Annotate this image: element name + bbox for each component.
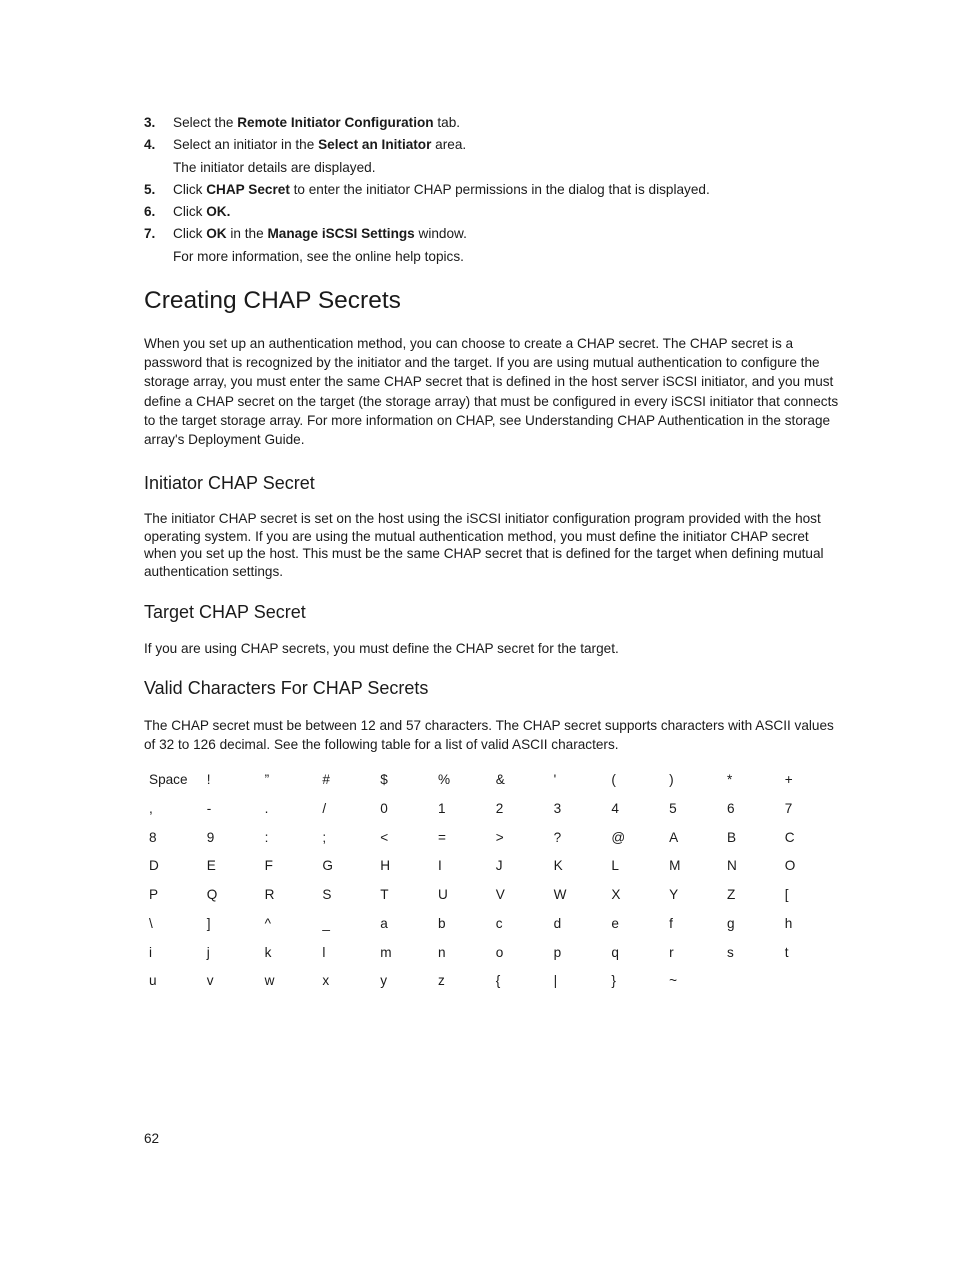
step-7 — [144, 223, 844, 245]
step-text: window. — [414, 226, 467, 242]
char-cell: 0 — [380, 800, 388, 816]
step-text: Click — [173, 181, 207, 197]
page-content — [144, 112, 844, 996]
char-cell: e — [611, 915, 619, 931]
char-cell: l — [322, 944, 326, 960]
char-cell: > — [495, 829, 504, 845]
step-4 — [144, 134, 844, 156]
char-cell: 6 — [726, 800, 735, 816]
char-cell: . — [264, 800, 269, 816]
char-cell: k — [264, 944, 272, 960]
char-cell: { — [495, 973, 501, 989]
char-cell: V — [495, 887, 505, 903]
char-cell: ( — [611, 771, 616, 787]
char-cell: W — [553, 887, 567, 903]
char-cell: ] — [206, 915, 211, 931]
char-cell: + — [784, 771, 793, 787]
step-7-note: For more information, see the online help topics. — [173, 248, 464, 264]
step-bold: OK. — [206, 204, 231, 220]
char-cell: 8 — [149, 829, 157, 845]
char-cell: a — [380, 915, 388, 931]
char-cell: # — [322, 771, 330, 787]
char-cell: A — [669, 829, 679, 845]
char-cell: F — [264, 858, 273, 874]
char-cell: c — [495, 915, 503, 931]
step-text: Select an initiator in the — [173, 137, 319, 153]
section-title: Creating CHAP Secrets — [144, 287, 401, 315]
char-cell: O — [784, 858, 796, 874]
step-number: 6. — [144, 204, 156, 220]
char-cell: 2 — [495, 800, 504, 816]
target-paragraph: If you are using CHAP secrets, you must define the CHAP secret for the target. — [144, 641, 619, 657]
page-number: 62 — [144, 1131, 160, 1146]
valid-characters-table — [149, 766, 844, 996]
char-cell: d — [553, 915, 562, 931]
valid-chars-heading: Valid Characters For CHAP Secrets — [144, 677, 429, 698]
char-cell: ” — [264, 771, 270, 787]
step-number: 5. — [144, 181, 156, 197]
intro-paragraph: When you set up an authentication method, you can choose to create a CHAP secret. The CHAP secret is a password that is recognized by the initiator and the target. If you are using mutual authentication to configure the storage array, you must enter the same CHAP secret that is defined in the host server iSCSI initiator, and you must define a CHAP secret on the target (the storage array) that must be configured in every iSCSI initiator that connects to the target storage array. For more information on CHAP, see Understanding CHAP Authentication in the storage array's Deployment Guide. — [144, 336, 839, 448]
char-cell: E — [206, 858, 216, 874]
char-cell: * — [726, 771, 733, 787]
char-cell: B — [726, 829, 737, 845]
char-cell: J — [495, 858, 503, 874]
step-text: in the — [226, 226, 268, 242]
step-5 — [144, 179, 844, 201]
step-number: 3. — [144, 115, 156, 130]
target-heading: Target CHAP Secret — [144, 602, 306, 623]
char-cell: ! — [206, 771, 211, 787]
char-cell: 9 — [206, 829, 215, 845]
step-text: to enter the initiator CHAP permissions in the dialog that is displayed. — [289, 181, 710, 197]
char-cell: 3 — [553, 800, 562, 816]
char-cell: I — [437, 858, 442, 874]
step-text: Select the — [173, 115, 238, 130]
char-cell: b — [437, 915, 446, 931]
char-cell: q — [611, 944, 619, 960]
char-cell: ' — [553, 771, 557, 787]
char-cell: & — [495, 771, 505, 787]
char-cell: - — [206, 800, 212, 816]
step-text: area. — [431, 137, 467, 153]
char-cell: ; — [322, 829, 327, 845]
char-cell: 7 — [784, 800, 793, 816]
char-cell: h — [784, 915, 793, 931]
step-6 — [144, 201, 844, 223]
initiator-heading: Initiator CHAP Secret — [144, 473, 315, 494]
char-cell: 4 — [611, 800, 619, 816]
char-cell: ? — [553, 829, 562, 845]
initiator-paragraph: The initiator CHAP secret is set on the host using the iSCSI initiator configuration program provided with the host operating system. If you are using the mutual authentication method, you must define the initiator CHAP secret when you set up the host. This must be the same CHAP secret that is defined for the target when defining mutual authentication settings. — [144, 511, 824, 579]
char-cell: n — [437, 944, 446, 960]
char-cell: $ — [380, 771, 388, 787]
step-number: 4. — [144, 137, 156, 153]
char-cell: ) — [669, 771, 674, 787]
step-bold: CHAP Secret — [206, 181, 290, 197]
char-cell: j — [206, 944, 210, 960]
char-cell: P — [149, 887, 159, 903]
procedure-steps — [144, 112, 844, 268]
char-cell: u — [149, 973, 157, 989]
char-cell: @ — [611, 829, 626, 845]
char-cell: H — [380, 858, 391, 874]
char-cell: Z — [726, 887, 736, 903]
char-cell: T — [380, 887, 389, 903]
char-cell: o — [495, 944, 504, 960]
char-cell: i — [149, 944, 153, 960]
char-cell: : — [264, 829, 269, 845]
step-number: 7. — [144, 226, 156, 242]
step-4-note: The initiator details are displayed. — [173, 159, 376, 175]
char-cell: _ — [322, 915, 330, 931]
char-cell: f — [669, 915, 673, 931]
char-cell: w — [264, 973, 275, 989]
char-cell: z — [437, 973, 445, 989]
step-text: Click — [173, 204, 207, 220]
step-text: tab. — [433, 115, 461, 130]
char-cell: G — [322, 858, 333, 874]
char-cell: % — [437, 771, 451, 787]
char-cell: Space — [149, 771, 188, 787]
char-cell: p — [553, 944, 562, 960]
char-cell: L — [611, 858, 619, 874]
char-cell: g — [726, 915, 735, 931]
step-bold: OK — [206, 226, 227, 242]
step-bold: Manage iSCSI Settings — [267, 226, 415, 242]
char-cell: S — [322, 887, 332, 903]
char-cell: v — [206, 973, 214, 989]
char-cell: Q — [206, 887, 218, 903]
char-cell: y — [380, 973, 387, 989]
char-cell: / — [322, 800, 327, 816]
char-cell: U — [437, 887, 448, 903]
char-cell: m — [380, 944, 392, 960]
char-cell: ~ — [669, 973, 678, 989]
char-cell: M — [669, 858, 681, 874]
step-bold: Select an Initiator — [318, 137, 432, 153]
char-cell: = — [437, 829, 446, 845]
char-cell: 1 — [437, 800, 446, 816]
char-cell: N — [726, 858, 737, 874]
char-cell: D — [149, 858, 159, 874]
char-cell: X — [611, 887, 621, 903]
step-text: Click — [173, 226, 207, 242]
char-cell: [ — [784, 887, 789, 903]
char-cell: C — [784, 829, 795, 845]
char-cell: x — [322, 973, 330, 989]
char-cell: K — [553, 858, 563, 874]
char-cell: s — [726, 944, 734, 960]
char-cell: < — [380, 829, 389, 845]
char-cell: 5 — [669, 800, 677, 816]
char-cell: , — [149, 800, 153, 816]
char-cell: \ — [149, 915, 153, 931]
char-cell: Y — [669, 887, 679, 903]
step-3 — [144, 112, 844, 134]
char-cell: ^ — [264, 915, 271, 931]
valid-chars-paragraph: The CHAP secret must be between 12 and 57 characters. The CHAP secret supports characters with ASCII values of 32 to 126 decimal. See the following table for a list of valid ASCII characters. — [144, 717, 834, 752]
char-cell: } — [611, 973, 616, 989]
char-cell: t — [784, 944, 789, 960]
char-cell: | — [553, 973, 558, 989]
char-cell: R — [264, 887, 275, 903]
step-bold: Remote Initiator Configuration — [237, 115, 434, 130]
char-cell: r — [669, 944, 674, 960]
